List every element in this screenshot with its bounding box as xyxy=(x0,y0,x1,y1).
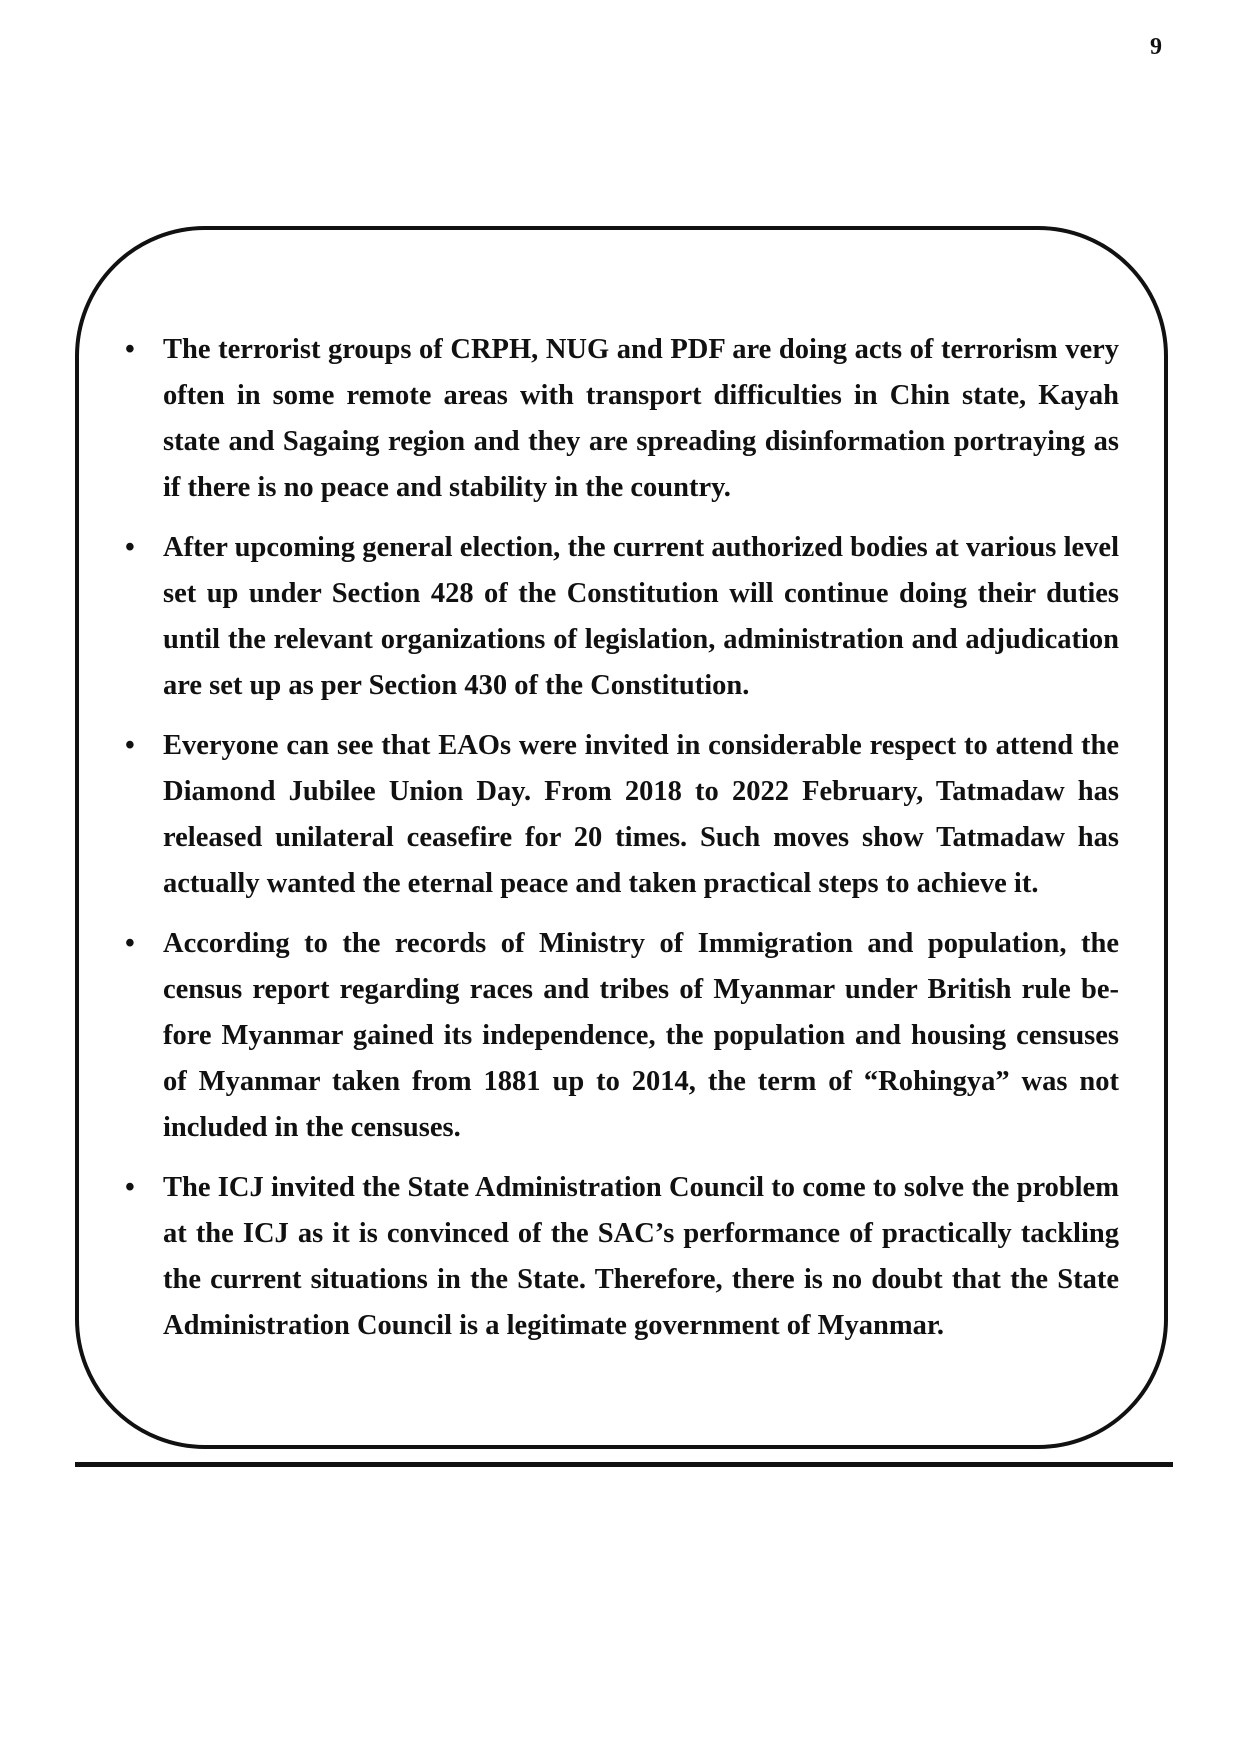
bullet-text: The ICJ invited the State Administration Council to come to solve the problem at the ICJ as it is convinced of the SAC’s performance of practically tackling the current situations in the State. Therefore, there is no doubt that the State Administration Council is a legitimate government of Myanmar. xyxy=(163,1172,1119,1341)
bullet-dot: • xyxy=(125,334,135,365)
bullet-list xyxy=(0,327,1240,1363)
bullet-text: The terrorist groups of CRPH, NUG and PDF are doing acts of terrorism very often in some remote areas with transport difficulties in Chin state, Kayah state and Sagaing region and they are spreading disinformation portraying as if there is no peace and stability in the country. xyxy=(163,334,1119,503)
page-number: 9 xyxy=(1150,34,1162,60)
bullet-item xyxy=(125,723,1119,907)
bullet-item xyxy=(125,1165,1119,1349)
bullet-text: Everyone can see that EAOs were invited in considerable respect to attend the Diamond Jubilee Union Day. From 2018 to 2022 February, Tatmadaw has released unilateral ceasefire for 20 times. Such moves show Tatmadaw has actually wanted the eternal peace and taken practical steps to achieve it. xyxy=(163,730,1119,899)
bullet-dot: • xyxy=(125,532,135,563)
bullet-text: After upcoming general election, the current authorized bodies at various level set up under Section 428 of the Constitution will continue doing their duties until the relevant organizations of legislation, administration and adjudication are set up as per Section 430 of the Constitution. xyxy=(163,532,1119,701)
bottom-rule xyxy=(75,1462,1173,1467)
bullet-dot: • xyxy=(125,928,135,959)
bullet-dot: • xyxy=(125,730,135,761)
bullet-item xyxy=(125,525,1119,709)
bullet-item xyxy=(125,921,1119,1151)
bullet-dot: • xyxy=(125,1172,135,1203)
bullet-text: According to the records of Ministry of Immigration and population, the census report regarding races and tribes of Myanmar under British rule before Myanmar gained its independence, the population and housing censuses of Myanmar taken from 1881 up to 2014, the term of “Rohingya” was not included in the censuses. xyxy=(163,928,1119,1143)
bullet-item xyxy=(125,327,1119,511)
